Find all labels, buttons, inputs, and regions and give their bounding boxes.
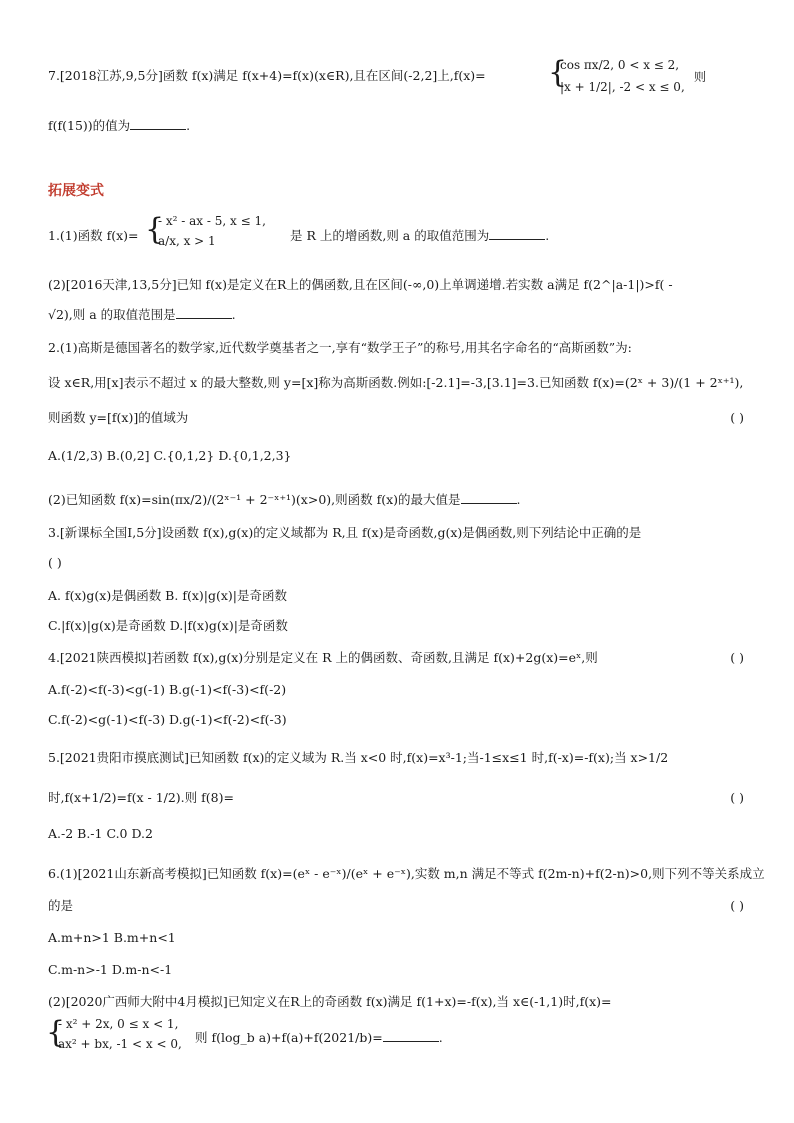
q5-paren: ( ): [730, 790, 744, 805]
q6-part2-tail: 则 f(log_b a)+f(a)+f(2021/b)=: [195, 1030, 383, 1045]
q7-tail: 则: [694, 70, 707, 84]
q1-part2-line1: (2)[2016天津,13,5分]已知 f(x)是定义在R上的偶函数,且在区间(-∞,0)上单调递增.若实数 a满足 f(2^|a-1|)>f( -: [48, 277, 673, 292]
q2-line2: 设 x∈R,用[x]表示不超过 x 的最大整数,则 y=[x]称为高斯函数.例如:[-2.1]=-3,[3.1]=3.已知函数 f(x)=(2ˣ + 3)/(1 + 2ˣ⁺¹),: [48, 375, 744, 390]
answer-blank[interactable]: [176, 307, 232, 319]
q2-line1: 2.(1)高斯是德国著名的数学家,近代数学奠基者之一,享有“数学王子”的称号,用其名字命名的“高斯函数”为:: [48, 340, 632, 355]
q6-option-ab: A.m+n>1 B.m+n<1: [48, 930, 176, 945]
q1-part1-end: .: [545, 228, 550, 243]
q7-line2-end: .: [186, 118, 191, 133]
q6-part2-end: .: [438, 1030, 443, 1045]
q7-case2: |x + 1/2|, -2 < x ≤ 0,: [560, 80, 685, 94]
q2-part2: [48, 492, 521, 508]
q6-part2-line1: (2)[2020广西师大附中4月模拟]已知定义在R上的奇函数 f(x)满足 f(1+x)=-f(x),当 x∈(-1,1)时,f(x)=: [48, 994, 612, 1009]
q6-case2: ax² + bx, -1 < x < 0,: [58, 1037, 182, 1051]
q1-part2-end: .: [231, 307, 236, 322]
q7-intro: [48, 68, 486, 84]
q2-part2-end: .: [516, 492, 521, 507]
q1-case1: - x² - ax - 5, x ≤ 1,: [158, 214, 266, 228]
q3-line1: 3.[新课标全国Ⅰ,5分]设函数 f(x),g(x)的定义域都为 R,且 f(x)是奇函数,g(x)是偶函数,则下列结论中正确的是: [48, 525, 642, 540]
q4-option-cd: C.f(-2)<g(-1)<f(-3) D.g(-1)<f(-2)<f(-3): [48, 712, 287, 727]
q4-option-ab: A.f(-2)<f(-3)<g(-1) B.g(-1)<f(-3)<f(-2): [48, 682, 287, 697]
q6-part2-tail-wrap: [195, 1030, 443, 1046]
q6-line1: 6.(1)[2021山东新高考模拟]已知函数 f(x)=(eˣ - e⁻ˣ)/(eˣ + e⁻ˣ),实数 m,n 满足不等式 f(2m-n)+f(2-n)>0,则下列不等关系成立: [48, 866, 765, 881]
q7-case1: cos πx/2, 0 < x ≤ 2,: [560, 58, 680, 72]
q5-line1: 5.[2021贵阳市摸底测试]已知函数 f(x)的定义域为 R.当 x<0 时,f(x)=x³-1;当-1≤x≤1 时,f(-x)=-f(x);当 x>1/2: [48, 750, 669, 765]
q1-case2: a/x, x > 1: [158, 234, 216, 248]
q1-brace: {: [145, 212, 165, 247]
q6-line2: 的是: [48, 898, 74, 913]
answer-blank[interactable]: [130, 118, 186, 130]
q7-line2-text: f(f(15))的值为: [48, 118, 131, 133]
q3-option-ab: A. f(x)g(x)是偶函数 B. f(x)|g(x)|是奇函数: [48, 588, 287, 603]
q2-part2-text: (2)已知函数 f(x)=sin(πx/2)/(2ˣ⁻¹ + 2⁻ˣ⁺¹)(x>0),则函数 f(x)的最大值是: [48, 492, 461, 507]
answer-blank[interactable]: [461, 492, 517, 504]
q1-part2-line2: [48, 307, 236, 323]
section-title: 拓展变式: [48, 183, 104, 199]
q2-line3: 则函数 y=[f(x)]的值域为: [48, 410, 189, 425]
q7-line2: [48, 118, 190, 134]
q7-brace: {: [548, 55, 568, 90]
q6-case1: - x² + 2x, 0 ≤ x < 1,: [58, 1017, 179, 1031]
q7-intro-text: 7.[2018江苏,9,5分]函数 f(x)满足 f(x+4)=f(x)(x∈R),且在区间(-2,2]上,f(x)=: [48, 68, 486, 83]
q1-part1-intro: 1.(1)函数 f(x)=: [48, 228, 139, 243]
q1-part1-tail-wrap: [290, 228, 549, 244]
q6-option-cd: C.m-n>-1 D.m-n<-1: [48, 962, 173, 977]
q2-paren: ( ): [730, 410, 744, 425]
q1-part1: [48, 228, 139, 244]
q1-part1-tail: 是 R 上的增函数,则 a 的取值范围为: [290, 228, 490, 243]
q3-paren: ( ): [48, 555, 62, 570]
q5-line2: 时,f(x+1/2)=f(x - 1/2).则 f(8)=: [48, 790, 234, 805]
q1-part2-line2-text: √2),则 a 的取值范围是: [48, 307, 176, 322]
q4-line1: 4.[2021陕西模拟]若函数 f(x),g(x)分别是定义在 R 上的偶函数、奇函数,且满足 f(x)+2g(x)=eˣ,则: [48, 650, 598, 665]
q6-paren: ( ): [730, 898, 744, 913]
q4-paren: ( ): [730, 650, 744, 665]
q5-options: A.-2 B.-1 C.0 D.2: [48, 826, 153, 841]
q2-options: A.(1/2,3) B.(0,2] C.{0,1,2} D.{0,1,2,3}: [48, 448, 292, 463]
answer-blank[interactable]: [489, 228, 545, 240]
answer-blank[interactable]: [383, 1030, 439, 1042]
q6-brace: {: [46, 1015, 66, 1050]
q3-option-cd: C.|f(x)|g(x)是奇函数 D.|f(x)g(x)|是奇函数: [48, 618, 288, 633]
